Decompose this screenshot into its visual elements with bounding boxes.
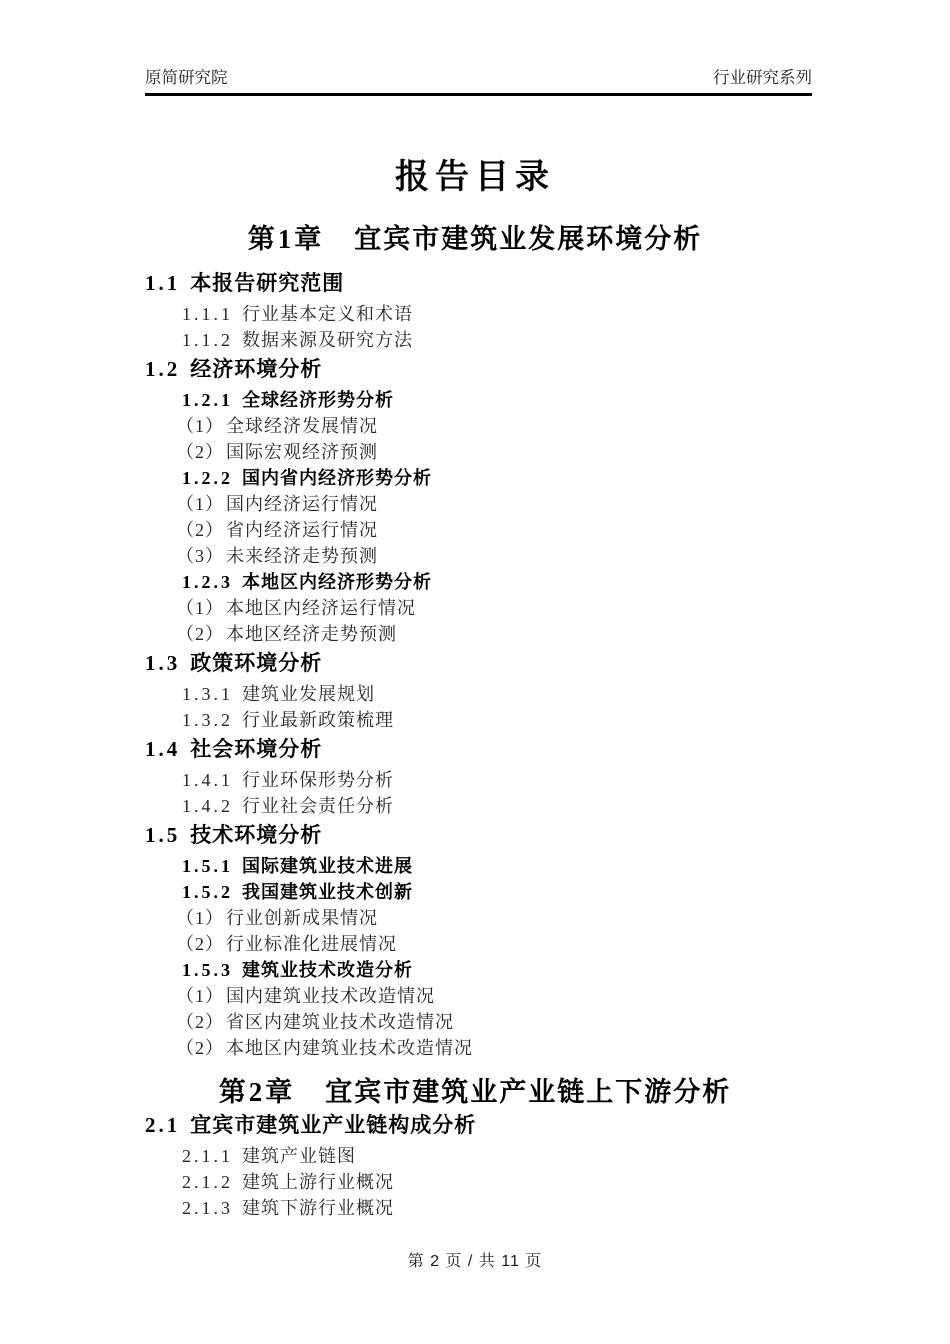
toc-entry: [145, 1112, 850, 1138]
entry-number: 1.3: [145, 651, 181, 675]
chapter-number: 第2章: [218, 1077, 296, 1107]
entry-label: 省区内建筑业技术改造情况: [226, 1012, 454, 1032]
entry-label: 行业最新政策梳理: [242, 710, 394, 730]
entry-number: （2）: [176, 442, 224, 462]
entry-label: 本报告研究范围: [190, 271, 345, 295]
chapter-heading: [0, 222, 950, 256]
entry-label: 建筑业技术改造分析: [242, 960, 413, 980]
entry-label: 全球经济形势分析: [242, 390, 394, 410]
toc-entry: [176, 439, 850, 465]
entry-number: 1.1: [145, 271, 181, 295]
entry-number: 1.1.1: [182, 304, 233, 324]
entry-label: 本地区内经济运行情况: [226, 598, 416, 618]
entry-number: 2.1.2: [182, 1172, 233, 1192]
entry-label: 国内经济运行情况: [226, 494, 378, 514]
toc-entry: [145, 650, 850, 676]
entry-label: 宜宾市建筑业产业链构成分析: [190, 1113, 477, 1137]
toc-title: 报告目录: [395, 159, 555, 196]
toc-body: [0, 222, 950, 1221]
chapter-2: [0, 1075, 950, 1221]
entry-number: （3）: [176, 546, 224, 566]
chapter-heading: [0, 1075, 950, 1109]
entry-label: 省内经济运行情况: [226, 520, 378, 540]
entry-label: 建筑上游行业概况: [242, 1172, 394, 1192]
entry-number: （2）: [176, 520, 224, 540]
entry-number: 1.4.2: [182, 796, 233, 816]
toc-entry: [145, 736, 850, 762]
toc-entry: [176, 517, 850, 543]
entry-label: 社会环境分析: [190, 737, 323, 761]
toc-entry: [145, 270, 850, 296]
toc-entry: [182, 853, 850, 879]
toc-entry: [182, 1143, 850, 1169]
entry-label: 建筑下游行业概况: [242, 1198, 394, 1218]
entry-number: （1）: [176, 416, 224, 436]
entry-number: 1.2.3: [182, 572, 233, 592]
entry-label: 数据来源及研究方法: [242, 330, 413, 350]
entry-number: （2）: [176, 1012, 224, 1032]
entry-number: 1.1.2: [182, 330, 233, 350]
toc-entry: [182, 707, 850, 733]
entry-label: 建筑业发展规划: [242, 684, 375, 704]
toc-entry: [176, 1035, 850, 1061]
entry-label: 行业环保形势分析: [242, 770, 394, 790]
entry-label: 经济环境分析: [190, 357, 323, 381]
entry-number: 1.2: [145, 357, 181, 381]
chapter-1: [0, 222, 950, 1061]
entry-number: 1.5: [145, 823, 181, 847]
page-number: 第 2 页 / 共 11 页: [407, 1253, 543, 1270]
chapter-number: 第1章: [247, 224, 325, 254]
entry-label: 未来经济走势预测: [226, 546, 378, 566]
chapter-title: 宜宾市建筑业产业链上下游分析: [325, 1077, 732, 1107]
entry-number: （1）: [176, 908, 224, 928]
entry-number: （2）: [176, 1038, 224, 1058]
toc-entry: [182, 569, 850, 595]
entry-number: 2.1.3: [182, 1198, 233, 1218]
entry-number: 1.5.2: [182, 882, 233, 902]
entry-label: 国内省内经济形势分析: [242, 468, 432, 488]
toc-entry: [182, 1195, 850, 1221]
chapter-title: 宜宾市建筑业发展环境分析: [354, 224, 703, 254]
toc-entry: [176, 595, 850, 621]
entry-number: （1）: [176, 598, 224, 618]
toc-entry: [182, 387, 850, 413]
entry-number: 2.1.1: [182, 1146, 233, 1166]
entry-label: 国内建筑业技术改造情况: [226, 986, 435, 1006]
entry-number: 1.2.1: [182, 390, 233, 410]
entry-number: （1）: [176, 494, 224, 514]
toc-entry: [176, 1009, 850, 1035]
entry-number: （1）: [176, 986, 224, 1006]
toc-entry: [176, 543, 850, 569]
toc-entry: [176, 413, 850, 439]
entry-label: 政策环境分析: [190, 651, 323, 675]
entry-label: 行业标准化进展情况: [226, 934, 397, 954]
toc-entry: [182, 301, 850, 327]
toc-entry: [176, 621, 850, 647]
toc-entry: [182, 879, 850, 905]
entry-number: 2.1: [145, 1113, 181, 1137]
toc-entry: [182, 681, 850, 707]
entry-number: 1.3.1: [182, 684, 233, 704]
toc-entry: [176, 491, 850, 517]
entry-label: 行业社会责任分析: [242, 796, 394, 816]
toc-entry: [182, 767, 850, 793]
entry-number: 1.3.2: [182, 710, 233, 730]
toc-entry: [145, 822, 850, 848]
entry-number: 1.5.3: [182, 960, 233, 980]
entry-label: 建筑产业链图: [242, 1146, 356, 1166]
entry-label: 本地区经济走势预测: [226, 624, 397, 644]
chapter-entries: [0, 270, 950, 1061]
entry-label: 技术环境分析: [190, 823, 323, 847]
toc-entry: [182, 465, 850, 491]
entry-label: 本地区内建筑业技术改造情况: [226, 1038, 473, 1058]
entry-label: 行业创新成果情况: [226, 908, 378, 928]
entry-number: （2）: [176, 934, 224, 954]
toc-entry: [145, 356, 850, 382]
entry-label: 行业基本定义和术语: [242, 304, 413, 324]
toc-entry: [182, 957, 850, 983]
toc-entry: [182, 327, 850, 353]
chapter-entries: [0, 1112, 950, 1221]
entry-label: 我国建筑业技术创新: [242, 882, 413, 902]
entry-number: 1.5.1: [182, 856, 233, 876]
page-header: [145, 64, 812, 96]
toc-entry: [182, 793, 850, 819]
header-right-series: 行业研究系列: [713, 69, 812, 87]
toc-entry: [182, 1169, 850, 1195]
entry-label: 国际建筑业技术进展: [242, 856, 413, 876]
entry-label: 全球经济发展情况: [226, 416, 378, 436]
entry-label: 本地区内经济形势分析: [242, 572, 432, 592]
toc-entry: [176, 983, 850, 1009]
entry-number: （2）: [176, 624, 224, 644]
header-left-brand: 原简研究院: [145, 69, 228, 87]
entry-number: 1.4: [145, 737, 181, 761]
entry-number: 1.4.1: [182, 770, 233, 790]
entry-number: 1.2.2: [182, 468, 233, 488]
toc-entry: [176, 931, 850, 957]
toc-entry: [176, 905, 850, 931]
entry-label: 国际宏观经济预测: [226, 442, 378, 462]
